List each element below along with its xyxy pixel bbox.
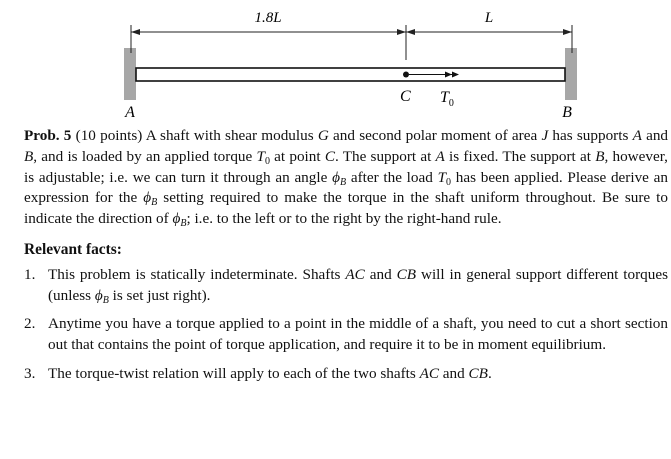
dimension-arrowhead-right bbox=[563, 29, 572, 35]
point-c-label: C bbox=[400, 88, 411, 105]
support-a-label: A bbox=[125, 104, 135, 121]
list-item-number: 3. bbox=[24, 364, 36, 382]
dimension-arrowhead-c-right bbox=[406, 29, 415, 35]
shaft-diagram bbox=[0, 0, 671, 125]
support-b bbox=[565, 48, 577, 100]
relevant-facts-list bbox=[24, 265, 668, 385]
point-c-dot bbox=[403, 72, 409, 78]
dimension-label-right: L bbox=[484, 10, 494, 26]
torque-label: $T_0$ bbox=[440, 89, 454, 109]
list-item: 3. The torque-twist relation will apply to each of the two shafts AC and CB. bbox=[24, 364, 668, 385]
dimension-label-left: 1.8L bbox=[254, 10, 282, 26]
shaft bbox=[136, 68, 565, 81]
problem-points: (10 points) bbox=[75, 127, 143, 144]
dimension-arrowhead-left bbox=[131, 29, 140, 35]
relevant-facts-heading: Relevant facts: bbox=[24, 240, 122, 258]
problem-statement: Prob. 5 (10 points) A shaft with shear modulus G and second polar moment of area J has supports A and B, and is loaded by an applied torque $T_0$ at point C. The support at A is fixed. The support at B, however, is adjustable; i.e. we can turn it through an angle $\phi_B$ after the load $T_0$ has been applied. Please derive an expression for the $\phi_B$ setting required to make the torque in the shaft uniform throughout. Be sure to indicate the direction of $\phi_B$; i.e. to the left or to the right by the right-hand rule. bbox=[24, 127, 669, 230]
dimension-arrowhead-c-left bbox=[397, 29, 406, 35]
support-a bbox=[124, 48, 136, 100]
problem-text-block bbox=[24, 126, 668, 393]
support-b-label: B bbox=[562, 104, 572, 121]
list-item: 2. Anytime you have a torque applied to a point in the middle of a shaft, you need to cut a short section out that contains the point of torque application, and require it to be in moment equilibrium. bbox=[24, 315, 668, 354]
list-item-number: 2. bbox=[24, 315, 36, 333]
list-item: 1. This problem is statically indeterminate. Shafts AC and CB will in general support different torques (unless $\phi_B$ is set just right). bbox=[24, 265, 669, 306]
problem-title: Prob. 5 bbox=[24, 127, 72, 144]
list-item-number: 1. bbox=[24, 265, 36, 283]
